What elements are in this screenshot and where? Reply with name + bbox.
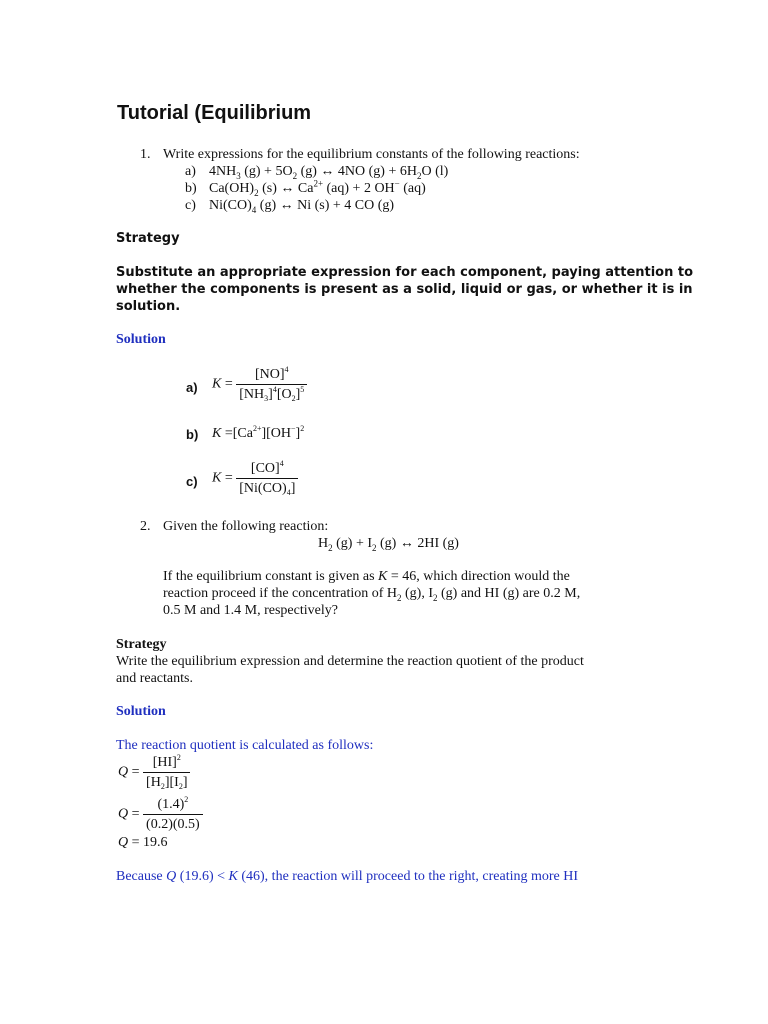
strategy-2-line-1: Write the equilibrium expression and determine the reaction quotient of the product — [116, 654, 584, 669]
answer-a-label: a) — [186, 380, 198, 395]
question-1-number: 1. — [140, 147, 151, 162]
equation-k-a: K = $\frac{[NO]^4}{[NH_3]^4[O_2]^5}$ — [212, 366, 307, 403]
question-1-item-a-label: a) — [185, 164, 196, 179]
solution-1-heading: Solution — [116, 332, 166, 347]
question-2-line-1: If the equilibrium constant is given as K = 46, which direction would the — [163, 569, 570, 584]
equation-k-b: $K =[Ca^{2+}][OH^-]^2$ — [212, 424, 305, 441]
question-2-line-2: reaction proceed if the concentration of $H_2$ (g), $I_2$ (g) and HI (g) are 0.2 M, — [163, 586, 581, 603]
question-1-item-c-label: c) — [185, 198, 196, 213]
question-2-line-3: 0.5 M and 1.4 M, respectively? — [163, 603, 338, 618]
question-2-number: 2. — [140, 519, 151, 534]
question-1-item-a-reaction: $4NH_3$ $(g) + 5O_2$ (g) ↔ 4NO $(g) + 6H_2O$ (l) — [209, 164, 449, 181]
question-1-prompt: Write expressions for the equilibrium constants of the following reactions: — [163, 147, 580, 162]
question-1-item-c-reaction: $Ni(CO)_4$ (g) ↔ Ni (s) + 4 CO (g) — [209, 198, 395, 215]
question-2-reaction: $H_2$ $(g) + I_2$ (g) ↔ 2HI (g) — [318, 536, 459, 553]
equation-q-result: Q = 19.6 — [118, 835, 168, 850]
strategy-1-heading: Strategy — [116, 231, 180, 246]
equation-k-c: K = $\frac{[CO]^4}{[Ni(CO)_4]}$ — [212, 460, 298, 497]
equation-q-substituted: Q = $\frac{(1.4)^2}{(0.2)(0.5)}$ — [118, 796, 203, 833]
strategy-2-line-2: and reactants. — [116, 671, 193, 686]
strategy-1-line-3: solution. — [116, 299, 181, 314]
question-1-item-b-label: b) — [185, 181, 197, 196]
answer-b-label: b) — [186, 427, 199, 442]
question-2-prompt: Given the following reaction: — [163, 519, 329, 534]
page-title: Tutorial (Equilibrium — [117, 102, 312, 124]
solution-2-intro: The reaction quotient is calculated as follows: — [116, 738, 374, 753]
strategy-2-heading: Strategy — [116, 637, 167, 652]
strategy-1-line-2: whether the components is present as a solid, liquid or gas, or whether it is in — [116, 282, 693, 297]
q-result-value: 19.6 — [143, 835, 168, 850]
equation-q-expression: Q = $\frac{[HI]^2}{[H_2][I_2]}$ — [118, 754, 190, 791]
question-1-item-b-reaction: $Ca(OH)_2$ (s) ↔ $Ca^{2+}$ (aq) + 2 OH− (aq) — [209, 178, 426, 198]
solution-2-heading: Solution — [116, 704, 166, 719]
answer-c-label: c) — [186, 474, 198, 489]
solution-2-conclusion: Because Q (19.6) < K (46), the reaction will proceed to the right, creating more HI — [116, 869, 579, 884]
strategy-1-line-1: Substitute an appropriate expression for each component, paying attention to — [116, 265, 694, 280]
